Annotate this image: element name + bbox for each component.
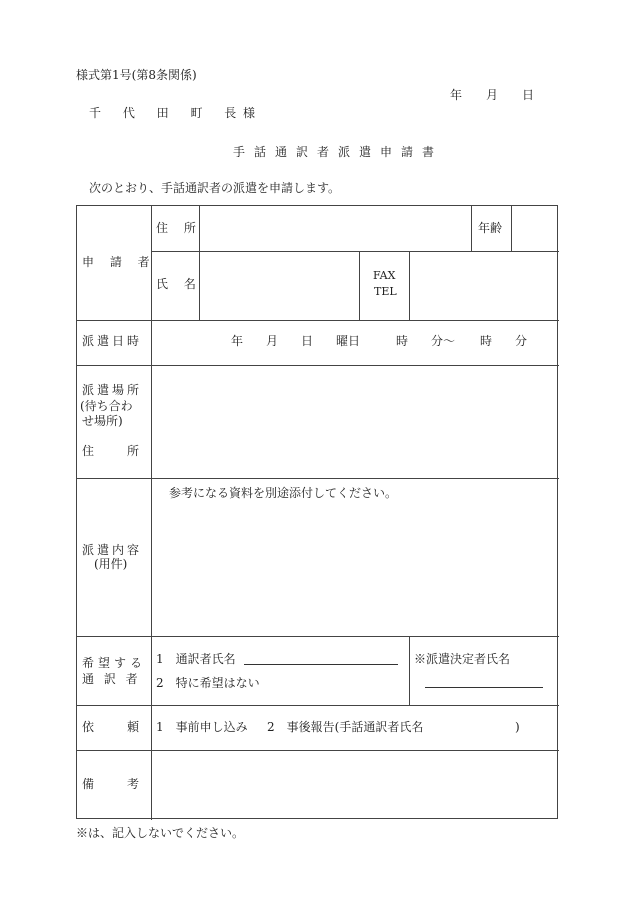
remarks-field[interactable] (156, 760, 551, 810)
request-label: 依 頼 (82, 720, 143, 734)
row-divider (77, 636, 559, 637)
month-unit: 月 (266, 334, 279, 348)
name-label: 氏 名 (156, 277, 202, 291)
decided-interpreter-blank[interactable] (425, 687, 543, 688)
label-column-divider (151, 206, 152, 820)
dispatch-datetime-label: 派遣日時 (82, 334, 143, 348)
remarks-label: 備 考 (82, 777, 143, 791)
row-divider (77, 365, 559, 366)
addressee: 千 代 田 町 長 (89, 106, 246, 120)
day-unit: 日 (301, 334, 314, 348)
dispatch-content-label: 派遣内容 (82, 543, 143, 557)
date-line: 年 月 日 (450, 88, 535, 102)
dispatch-place-label-meeting: (待ち合わ (80, 399, 133, 413)
dispatch-place-label: 派遣場所 (82, 383, 143, 397)
prior-application-option[interactable]: 1 事前申し込み (156, 720, 248, 734)
preferred-interpreter-label: 希望する (82, 656, 147, 670)
tel-label: TEL (374, 285, 397, 298)
cell-divider (409, 636, 410, 705)
age-label: 年齢 (478, 221, 503, 235)
preferred-interpreter-label-2: 通 訳 者 (82, 672, 141, 686)
row-divider (77, 750, 559, 751)
address-field[interactable] (206, 221, 461, 237)
row-divider (77, 705, 559, 706)
contact-field[interactable] (414, 277, 552, 293)
decided-interpreter-label: ※派遣決定者氏名 (414, 652, 511, 666)
post-report-close-paren: ) (515, 720, 520, 734)
footer-note: ※は、記入しないでください。 (76, 826, 245, 840)
row-divider (77, 320, 559, 321)
document-title: 手話通訳者派遣申請書 (233, 145, 444, 159)
weekday-unit: 曜日 (336, 334, 361, 348)
cell-divider (359, 251, 360, 320)
row-divider (151, 251, 559, 252)
year-unit: 年 (231, 334, 244, 348)
dispatch-place-field[interactable] (156, 375, 551, 465)
age-field[interactable] (514, 221, 552, 237)
applicant-label: 申 請 者 (82, 255, 156, 269)
name-field[interactable] (204, 277, 354, 293)
cell-divider (511, 206, 512, 251)
hour-from-unit: 時 (396, 334, 409, 348)
honorific: 様 (243, 106, 256, 120)
row-divider (77, 478, 559, 479)
minute-to-unit: 分 (515, 334, 528, 348)
hour-to-unit: 時 (480, 334, 493, 348)
dispatch-content-purpose: (用件) (94, 557, 128, 571)
dispatch-content-note[interactable]: 参考になる資料を別途添付してください。 (169, 486, 398, 500)
interpreter-name-option[interactable]: 1 通訳者氏名 (156, 652, 236, 666)
dispatch-place-label-meeting-2: せ場所) (82, 414, 123, 428)
interpreter-name-blank[interactable] (244, 664, 398, 665)
dispatch-place-address-label: 住 所 (82, 444, 143, 458)
intro-text: 次のとおり、手話通訳者の派遣を申請します。 (89, 181, 341, 195)
minute-from-unit: 分～ (431, 334, 456, 348)
address-label: 住 所 (156, 221, 202, 235)
fax-label: FAX (373, 269, 396, 282)
cell-divider (409, 251, 410, 320)
form-number: 様式第1号(第8条関係) (76, 68, 197, 82)
cell-divider (471, 206, 472, 251)
no-preference-option[interactable]: 2 特に希望はない (156, 676, 260, 690)
post-report-option[interactable]: 2 事後報告(手話通訳者氏名 (267, 720, 424, 734)
